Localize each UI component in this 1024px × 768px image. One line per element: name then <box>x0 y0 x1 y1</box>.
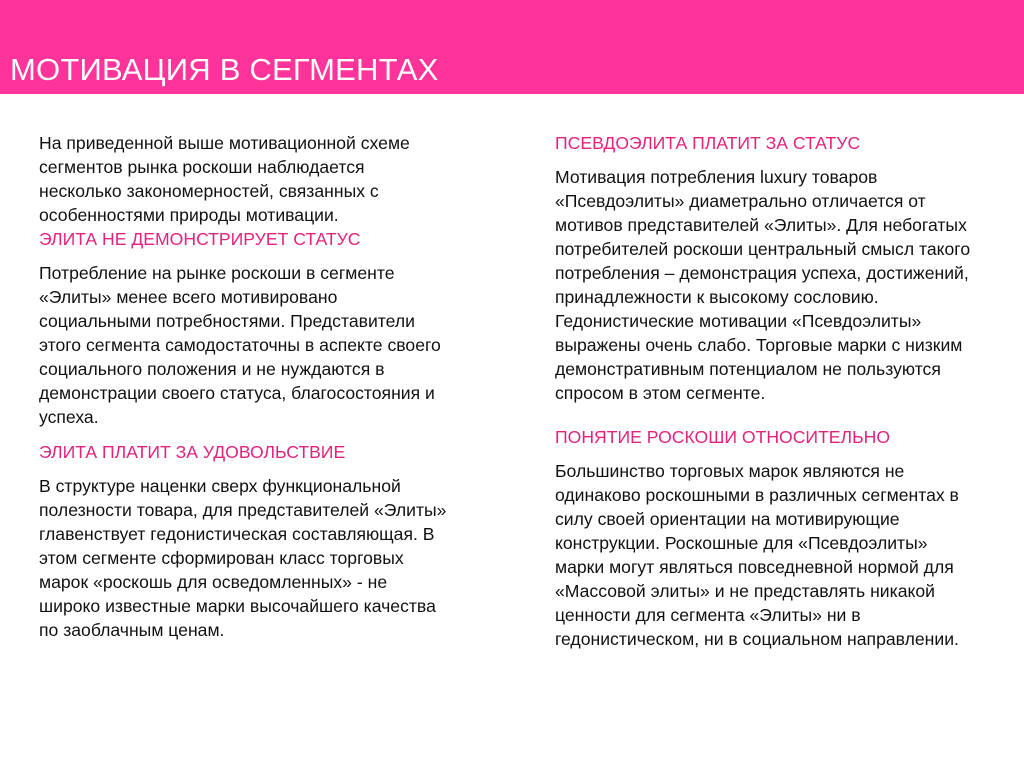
left-column <box>39 131 449 642</box>
page-title: МОТИВАЦИЯ В СЕГМЕНТАХ <box>10 52 439 87</box>
section-heading-elite-pleasure: ЭЛИТА ПЛАТИТ ЗА УДОВОЛЬСТВИЕ <box>39 442 346 462</box>
right-column <box>555 131 980 651</box>
section-heading-luxury-relative: ПОНЯТИЕ РОСКОШИ ОТНОСИТЕЛЬНО <box>555 427 891 447</box>
section-text-elite-pleasure: В структуре наценки сверх функциональной полезности товара, для представителей «Элиты» главенствует гедонистическая составляющая. В этом сегменте сформирован класс торговых марок «роскошь для осведомленных» - не широко известные марки высочайшего качества по заоблачным ценам. <box>39 476 447 640</box>
section-heading-pseudo-elite-status: ПСЕВДОЭЛИТА ПЛАТИТ ЗА СТАТУС <box>555 133 861 153</box>
header-banner <box>0 0 1024 94</box>
section-text-pseudo-elite-status: Мотивация потребления luxury товаров «Псевдоэлиты» диаметрально отличается от мотивов представителей «Элиты». Для небогатых потребителей роскоши центральный смысл такого потребления – демонстрация успеха, достижений, принадлежности к высокому сословию. Гедонистические мотивации «Псевдоэлиты» выражены очень слабо. Торговые марки с низким демонстративным потенциалом не пользуются спросом в этом сегменте. <box>555 167 971 403</box>
section-text-elite-no-status: Потребление на рынке роскоши в сегменте «Элиты» менее всего мотивировано социальными потребностями. Представители этого сегмента самодостаточны в аспекте своего социального положения и не нуждаются в демонстрации своего статуса, благосостояния и успеха. <box>39 263 441 427</box>
section-heading-elite-no-status: ЭЛИТА НЕ ДЕМОНСТРИРУЕТ СТАТУС <box>39 229 361 249</box>
section-text-luxury-relative: Большинство торговых марок являются не одинаково роскошными в различных сегментах в силу своей ориентации на мотивирующие конструкции. Роскошные для «Псевдоэлиты» марки могут являться повседневной нормой для «Массовой элиты» и не представлять никакой ценности для сегмента «Элиты» ни в гедонистическом, ни в социальном направлении. <box>555 461 959 649</box>
intro-paragraph: На приведенной выше мотивационной схеме сегментов рынка роскоши наблюдается несколько закономерностей, связанных с особенностями природы мотивации. <box>39 133 410 225</box>
